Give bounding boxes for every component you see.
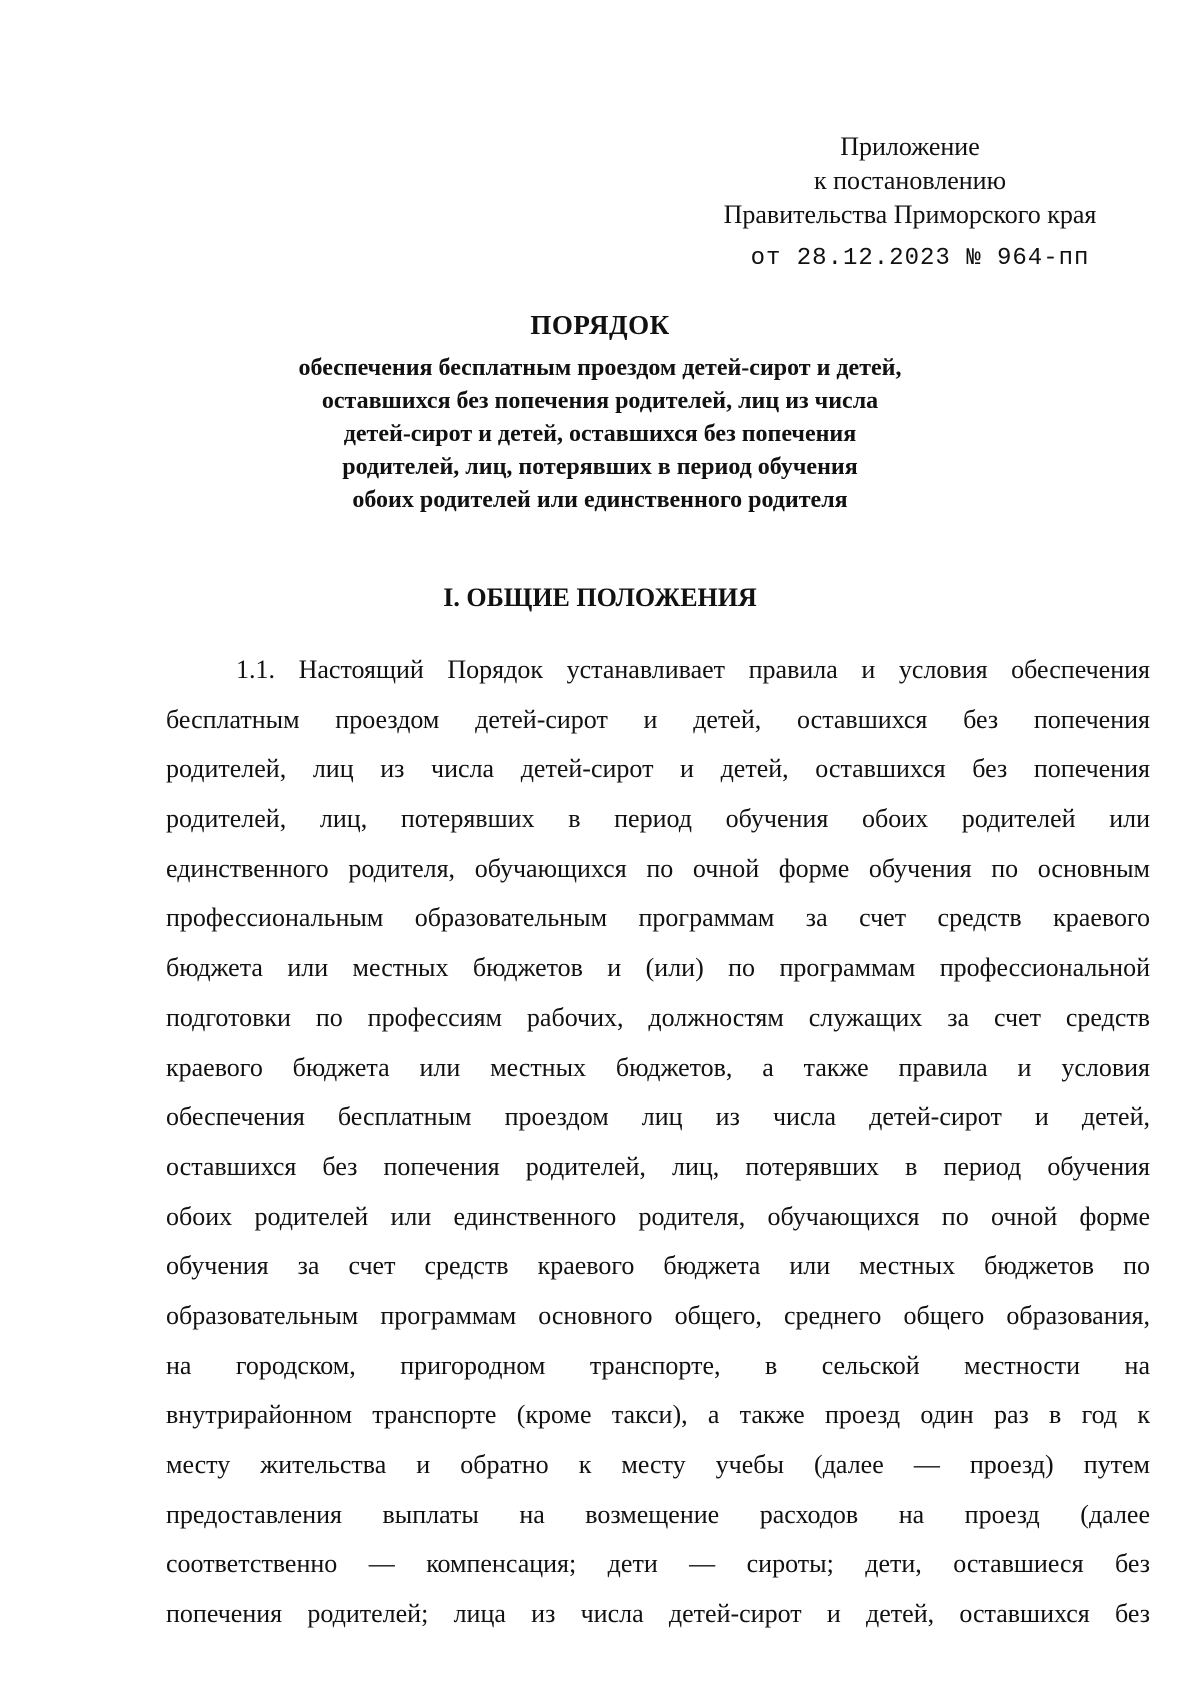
paragraph-line: предоставления выплаты на возмещение расходов на проезд (далее [166,1499,1150,1529]
section-heading: I. ОБЩИЕ ПОЛОЖЕНИЯ [443,583,757,612]
paragraph-line: обеспечения бесплатным проездом лиц из числа детей-сирот и детей, [166,1102,1150,1132]
paragraph-line: профессиональным образовательным программам за счет средств краевого [166,903,1150,933]
paragraph-line: оставшихся без попечения родителей, лиц, потерявших в период обучения [166,1151,1150,1181]
paragraph-line: обучения за счет средств краевого бюджета или местных бюджетов по [166,1251,1150,1281]
subtitle-line: оставшихся без попечения родителей, лиц из числа [321,388,879,414]
paragraph-line: внутрирайонном транспорте (кроме такси), а также проезд один раз в год к [166,1400,1150,1430]
subtitle-line: родителей, лиц, потерявших в период обучения [342,454,858,480]
paragraph-line: соответственно — компенсация; дети — сироты; дети, оставшиеся без [166,1549,1150,1579]
paragraph-line: родителей, лиц, потерявших в период обучения обоих родителей или [166,804,1150,834]
document-subtitle [200,352,1000,517]
appendix-date-number: от 28.12.2023 № 964-пп [750,245,1090,272]
paragraph-line: 1.1. Настоящий Порядок устанавливает правила и условия обеспечения [236,655,1150,684]
appendix-block [700,130,1120,276]
paragraph-line: единственного родителя, обучающихся по очной форме обучения по основным [166,853,1150,883]
appendix-resolution-ref: к постановлению [813,166,1007,195]
appendix-label: Приложение [840,132,980,161]
document-title: ПОРЯДОК [530,310,670,340]
paragraph-line: подготовки по профессиям рабочих, должностям служащих за счет средств [166,1002,1150,1032]
paragraph-line: краевого бюджета или местных бюджетов, а также правила и условия [166,1052,1150,1082]
subtitle-line: обоих родителей или единственного родителя [352,487,848,513]
paragraph-line: месту жительства и обратно к месту учебы (далее — проезд) путем [166,1450,1150,1479]
appendix-government: Правительства Приморского края [723,200,1097,229]
paragraph-1-1 [166,645,1150,1639]
paragraph-line: попечения родителей; лица из числа детей-сирот и детей, оставшихся без [166,1599,1150,1629]
paragraph-line: на городском, пригородном транспорте, в сельской местности на [166,1350,1150,1380]
paragraph-line: обоих родителей или единственного родителя, обучающихся по очной форме [166,1201,1150,1231]
subtitle-line: детей-сирот и детей, оставшихся без попечения [343,421,857,447]
paragraph-line: образовательным программам основного общего, среднего общего образования, [166,1300,1150,1330]
paragraph-line: родителей, лиц из числа детей-сирот и детей, оставшихся без попечения [166,754,1150,784]
paragraph-line: бюджета или местных бюджетов и (или) по программам профессиональной [166,953,1150,983]
subtitle-line: обеспечения бесплатным проездом детей-сирот и детей, [298,355,902,381]
paragraph-line: бесплатным проездом детей-сирот и детей, оставшихся без попечения [166,704,1150,734]
